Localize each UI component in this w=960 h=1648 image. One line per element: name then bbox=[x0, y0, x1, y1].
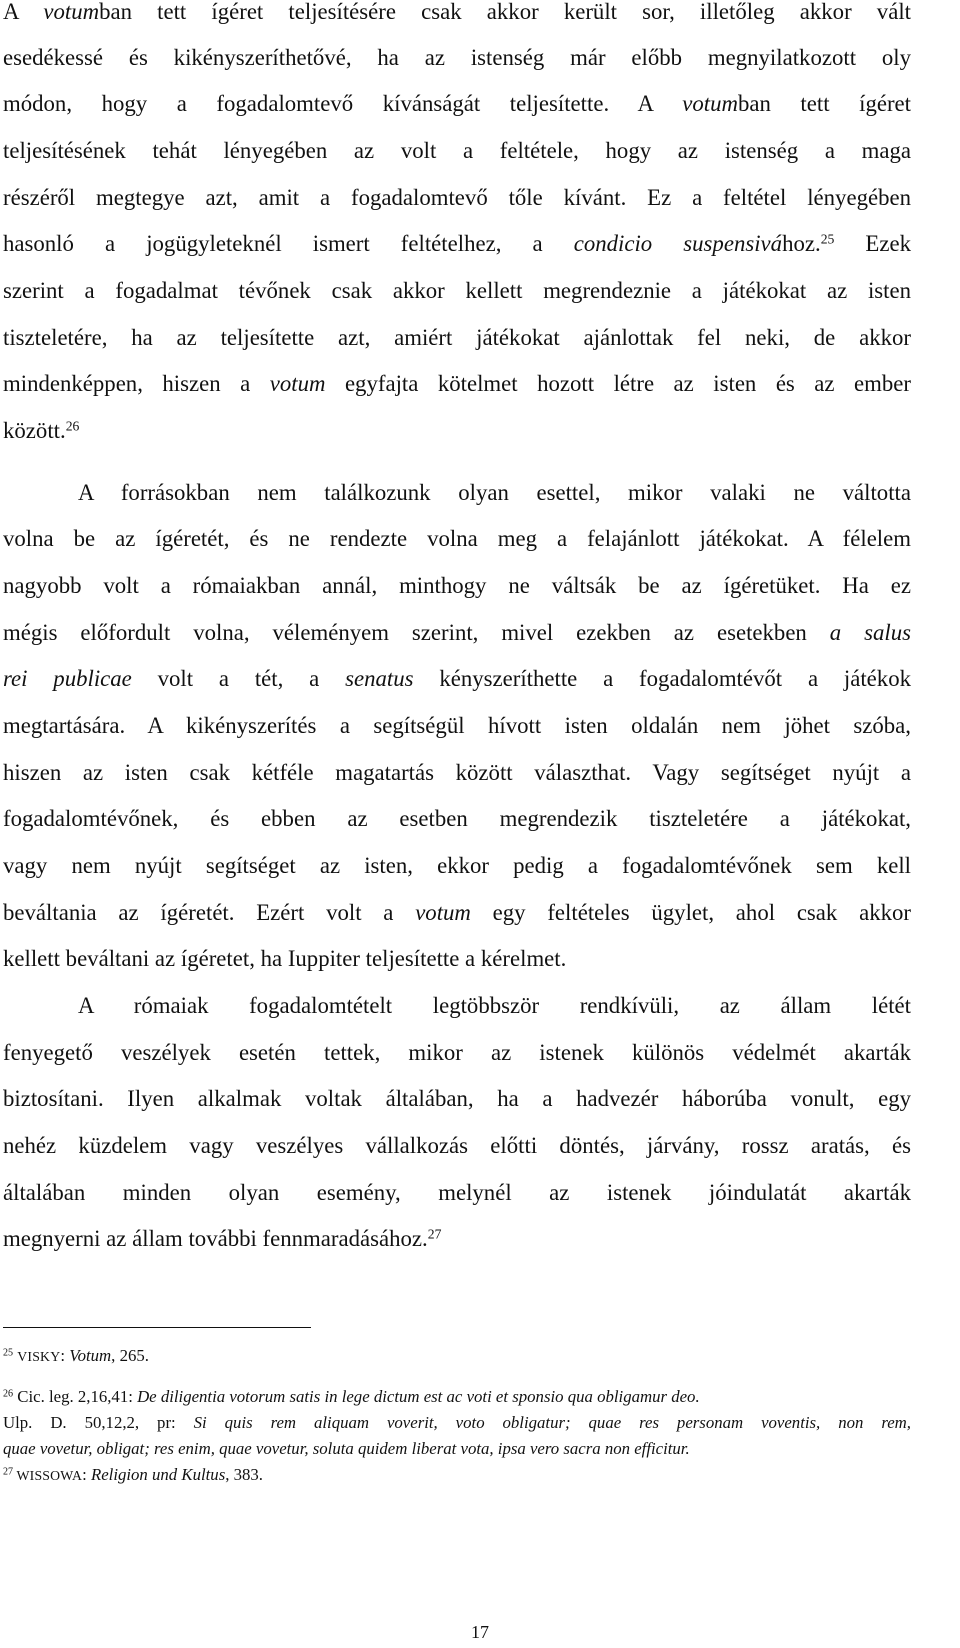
footnote-ref-27[interactable]: 27 bbox=[427, 1226, 442, 1242]
text-span: Ulp. D. 50,12,2, pr: bbox=[3, 1413, 194, 1432]
text-line: tiszteletére, ha az teljesítette azt, amiért játékokat ajánlottak fel neki, de akkor bbox=[3, 325, 911, 350]
text-line: megtartására. A kikényszerítés a segítségül hívott isten oldalán nem jöhet szóba, bbox=[3, 713, 911, 738]
text-span: : bbox=[60, 1346, 70, 1365]
text-span: A bbox=[3, 0, 44, 24]
latin-quote: Si quis rem aliquam voverit, voto obligatur; quae res personam voventis, non rem, bbox=[193, 1413, 911, 1432]
italic-term: a salus bbox=[829, 620, 911, 645]
footnote-ref-25[interactable]: 25 bbox=[820, 231, 835, 247]
text-span: ban tett ígéret teljesítésére csak akkor került sor, illetőleg akkor vált bbox=[99, 0, 911, 24]
italic-term: votum bbox=[415, 900, 471, 925]
text-line: esedékessé és kikényszeríthetővé, ha az istenség már előbb megnyilatkozott oly bbox=[3, 45, 911, 70]
footnote-26 bbox=[3, 1384, 700, 1410]
italic-term: senatus bbox=[345, 666, 414, 691]
footnote-25 bbox=[3, 1343, 149, 1369]
text-line: általában minden olyan esemény, melynél az istenek jóindulatát akarták bbox=[3, 1180, 911, 1205]
text-line: fenyegető veszélyek esetén tettek, mikor az istenek különös védelmét akarták bbox=[3, 1040, 911, 1065]
text-span: Cic. leg. 2,16,41: bbox=[13, 1387, 138, 1406]
text-line bbox=[3, 1219, 441, 1259]
text-span: volt a tét, a bbox=[131, 666, 346, 691]
text-span: kényszeríthette a fogadalomtévőt a játékok bbox=[413, 666, 911, 691]
text-line: hiszen az isten csak kétféle magatartás között választhat. Vagy segítséget nyújt a bbox=[3, 760, 911, 785]
text-line: kellett beváltani az ígéretet, ha Iuppiter teljesítette a kérelmet. bbox=[3, 946, 567, 971]
footnote-26-line bbox=[3, 1436, 690, 1462]
text-line bbox=[3, 224, 911, 264]
footnote-author: WISSOWA bbox=[13, 1468, 83, 1483]
italic-term: condicio suspensivá bbox=[573, 231, 783, 256]
text-line: vagy nem nyújt segítséget az isten, ekkor pedig a fogadalomtévőnek sem kell bbox=[3, 853, 911, 878]
text-span: Ezek bbox=[834, 231, 911, 256]
footnote-number: 26 bbox=[3, 1388, 14, 1400]
text-line bbox=[3, 84, 911, 124]
footnote-author: VISKY bbox=[17, 1349, 61, 1364]
footnote-number: 27 bbox=[3, 1466, 14, 1478]
text-line: részéről megtegye azt, amit a fogadalomtevő tőle kívánt. Ez a feltétel lényegében bbox=[3, 185, 911, 210]
italic-term: votum bbox=[43, 0, 100, 24]
text-line bbox=[3, 411, 79, 451]
text-line bbox=[3, 364, 911, 404]
text-line bbox=[3, 893, 911, 933]
footnote-26-line bbox=[3, 1410, 911, 1436]
footnote-title: Votum bbox=[69, 1346, 112, 1365]
text-span: ban tett ígéret bbox=[737, 91, 912, 116]
text-span: között. bbox=[3, 418, 66, 443]
text-span: , 265. bbox=[111, 1346, 149, 1365]
footnote-number: 25 bbox=[3, 1347, 14, 1359]
footnote-ref-26[interactable]: 26 bbox=[65, 418, 80, 434]
text-line: volna be az ígéretét, és ne rendezte volna meg a felajánlott játékokat. A félelem bbox=[3, 526, 911, 551]
text-span: mégis előfordult volna, véleményem szerint, mivel ezekben az esetekben bbox=[3, 620, 830, 645]
text-span: megnyerni az állam további fennmaradásához. bbox=[3, 1226, 428, 1251]
latin-quote: De diligentia votorum satis in lege dictum est ac voti et sponsio qua obligamur deo. bbox=[137, 1387, 700, 1406]
text-line: nagyobb volt a rómaiakban annál, minthogy ne váltsák be az ígéretüket. Ha ez bbox=[3, 573, 911, 598]
footnote-27 bbox=[3, 1462, 263, 1488]
text-line bbox=[3, 613, 911, 653]
text-span: módon, hogy a fogadalomtevő kívánságát teljesítette. A bbox=[3, 91, 683, 116]
text-line: A forrásokban nem találkozunk olyan esettel, mikor valaki ne váltotta bbox=[78, 480, 911, 505]
page-number: 17 bbox=[471, 1622, 489, 1642]
text-span: : bbox=[82, 1465, 91, 1484]
text-span: hoz. bbox=[782, 231, 821, 256]
text-line: A rómaiak fogadalomtételt legtöbbször rendkívüli, az állam létét bbox=[78, 993, 911, 1018]
latin-quote: quae vovetur, obligat; res enim, quae vovetur, soluta quidem liberat vota, ipsa vero sacra non efficitur. bbox=[3, 1439, 690, 1458]
text-line: fogadalomtévőnek, és ebben az esetben megrendezik tiszteletére a játékokat, bbox=[3, 806, 911, 831]
text-line: szerint a fogadalmat tévőnek csak akkor kellett megrendeznie a játékokat az isten bbox=[3, 278, 911, 303]
footnote-title: Religion und Kultus bbox=[90, 1465, 226, 1484]
text-span: mindenképpen, hiszen a bbox=[3, 371, 270, 396]
text-span: egy feltételes ügylet, ahol csak akkor bbox=[470, 900, 911, 925]
footnote-separator bbox=[3, 1327, 311, 1328]
text-line: teljesítésének tehát lényegében az volt a feltétele, hogy az istenség a maga bbox=[3, 138, 911, 163]
text-span: beváltania az ígéretét. Ezért volt a bbox=[3, 900, 416, 925]
text-line bbox=[3, 659, 911, 699]
text-line: biztosítani. Ilyen alkalmak voltak általában, ha a hadvezér háborúba vonult, egy bbox=[3, 1086, 911, 1111]
text-span: , 383. bbox=[225, 1465, 263, 1484]
text-span: hasonló a jogügyleteknél ismert feltételhez, a bbox=[3, 231, 574, 256]
text-line bbox=[3, 0, 911, 32]
text-line: nehéz küzdelem vagy veszélyes vállalkozás előtti döntés, járvány, rossz aratás, és bbox=[3, 1133, 911, 1158]
text-span: egyfajta kötelmet hozott létre az isten és az ember bbox=[325, 371, 911, 396]
italic-term: votum bbox=[682, 91, 738, 116]
italic-term: votum bbox=[269, 371, 326, 396]
italic-term: rei publicae bbox=[3, 666, 132, 691]
